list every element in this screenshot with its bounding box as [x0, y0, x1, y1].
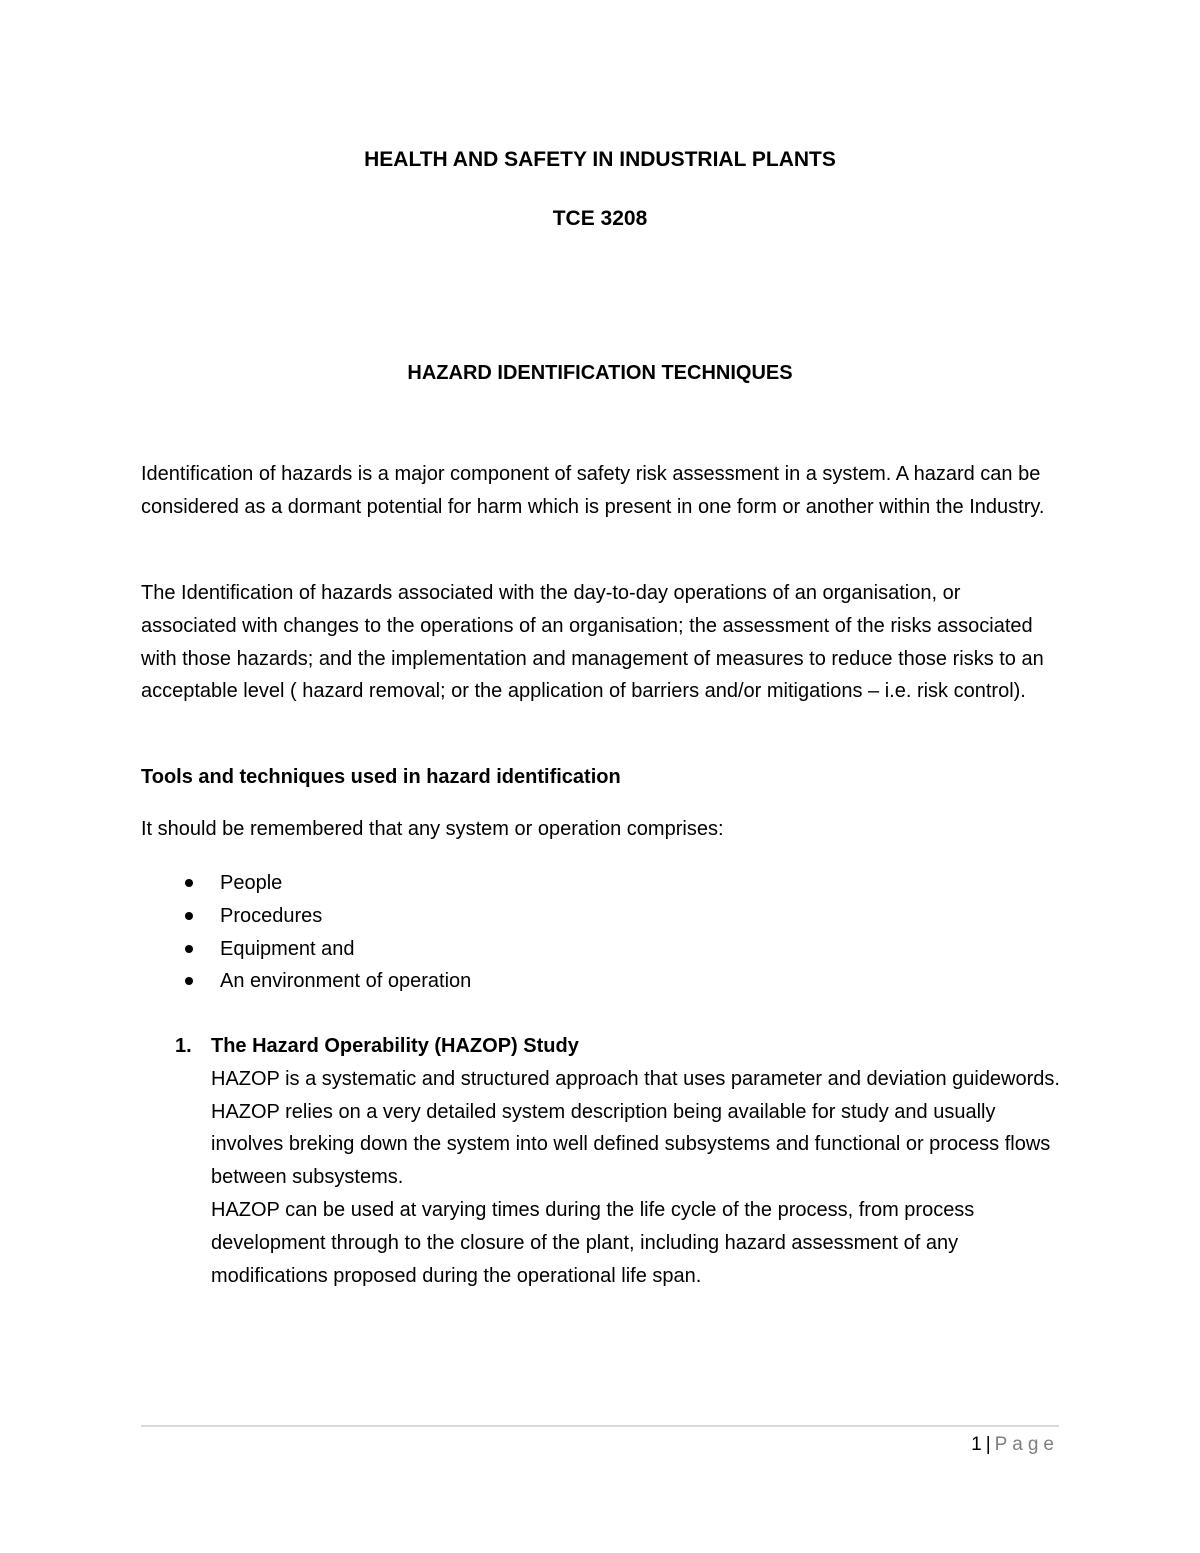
numbered-heading [141, 1030, 1061, 1063]
course-code: TCE 3208 [552, 207, 648, 230]
tools-heading: Tools and techniques used in hazard identification [141, 766, 621, 788]
bullet-icon [185, 945, 193, 953]
footer-separator: | [985, 1434, 991, 1455]
identification-paragraph: The Identification of hazards associated with the day-to-day operations of an organisation, or associated with changes to the operations of an organisation; the assessment of the risks associated with those hazards; and the implementation and management of measures to reduce those risks to an acceptable level ( hazard removal; or the application of barriers and/or mitigations – i.e. risk control). [141, 582, 1044, 703]
page-label: Page [994, 1434, 1059, 1455]
bullet-icon [185, 912, 193, 920]
bullet-icon [185, 977, 193, 985]
list-item-text: An environment of operation [220, 970, 472, 993]
section-number: 1. [175, 1035, 192, 1057]
document-title: HEALTH AND SAFETY IN INDUSTRIAL PLANTS [364, 148, 836, 171]
list-item-text: Procedures [220, 904, 323, 927]
bullet-icon [185, 879, 193, 887]
list-item [141, 867, 1041, 900]
hazop-paragraph: HAZOP can be used at varying times during the life cycle of the process, from process development through to the closure of the plant, including hazard assessment of any modifications proposed during the operational life span. [211, 1198, 975, 1287]
hazop-section [141, 1030, 1061, 1292]
comprises-text: It should be remembered that any system or operation comprises: [141, 818, 724, 840]
hazop-paragraph: HAZOP is a systematic and structured approach that uses parameter and deviation guidewords. HAZOP relies on a very detailed system description being available for study and usually involves breking down the system into well defined subsystems and functional or process flows between subsystems. [211, 1067, 1060, 1189]
footer-divider [141, 1425, 1059, 1427]
list-item [141, 965, 1041, 998]
page-footer [971, 1432, 1059, 1458]
page-number: 1 [971, 1434, 982, 1455]
list-item [141, 900, 1041, 933]
section-heading-text: The Hazard Operability (HAZOP) Study [211, 1035, 579, 1057]
section-heading: HAZARD IDENTIFICATION TECHNIQUES [407, 362, 793, 384]
list-item-text: People [220, 872, 283, 894]
components-bullet-list [141, 867, 1041, 998]
list-item [141, 933, 1041, 966]
list-item-text: Equipment and [220, 937, 355, 960]
intro-paragraph: Identification of hazards is a major component of safety risk assessment in a system. A hazard can be considered as a dormant potential for harm which is present in one form or another within the Industry. [141, 463, 1045, 518]
